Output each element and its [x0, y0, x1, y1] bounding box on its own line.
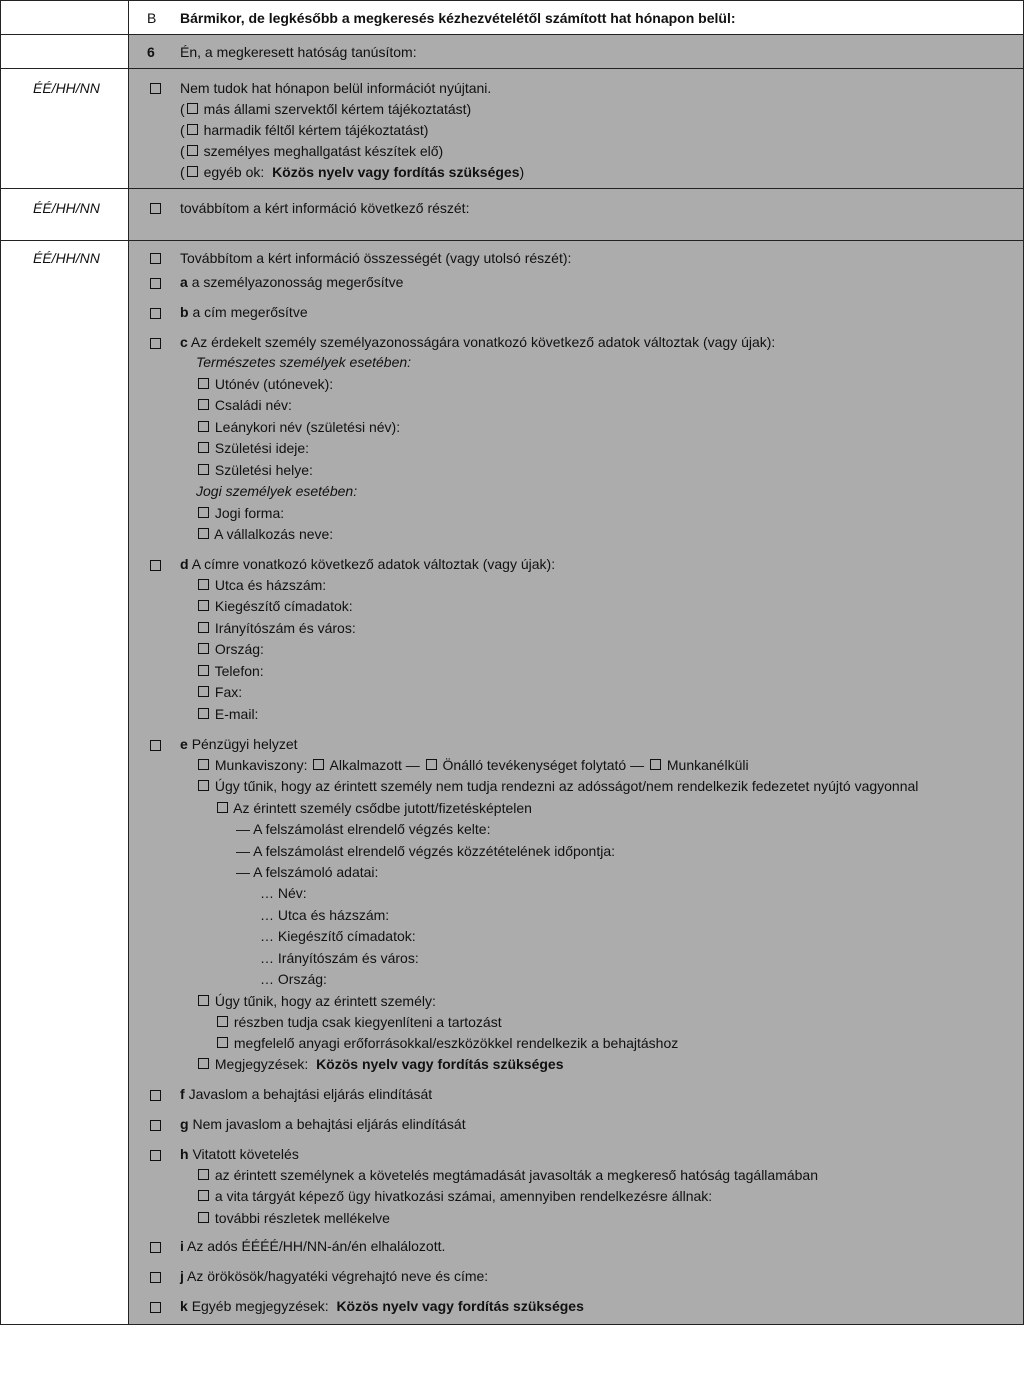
item-c-checkbox[interactable] [150, 338, 161, 349]
item-e: e Pénzügyi helyzet [180, 736, 298, 752]
full-info-checkbox[interactable] [150, 253, 161, 264]
seems-option: megfelelő anyagi erőforrásokkal/eszközökkel rendelkezik a behajtáshoz [215, 1035, 678, 1051]
liquidator-field: … Irányítószám és város: [260, 950, 419, 966]
address-field: Kiegészítő címadatok: [196, 598, 353, 614]
date-cell [1, 35, 129, 69]
section-letter: B [147, 10, 157, 26]
liquidator-field: … Ország: [260, 971, 327, 987]
dispute-option: a vita tárgyát képező ügy hivatkozási számai, amennyiben rendelkezésre állnak: [196, 1188, 712, 1204]
item-b-checkbox[interactable] [150, 308, 161, 319]
section-title: Bármikor, de legkésőbb a megkeresés kézhezvételétől számított hat hónapon belül: [180, 10, 736, 26]
reason-checkbox[interactable] [187, 166, 198, 177]
employment-checkbox[interactable] [198, 759, 209, 770]
field-checkbox[interactable] [198, 579, 209, 590]
reason-third-party: ( harmadik féltől kértem tájékoztatást) [180, 122, 429, 138]
item-number: 6 [147, 44, 155, 60]
address-field: Ország: [196, 641, 264, 657]
dispute-option: további részletek mellékelve [196, 1210, 390, 1226]
date-placeholder: ÉÉ/HH/NN [33, 250, 100, 266]
date-cell [1, 189, 129, 241]
item-h: h Vitatott követelés [180, 1146, 299, 1162]
resources-checkbox[interactable] [217, 1037, 228, 1048]
seems-option: részben tudja csak kiegyenlíteni a tartozást [215, 1014, 502, 1030]
date-cell [1, 241, 129, 1324]
remarks-checkbox[interactable] [198, 1058, 209, 1069]
item-g-checkbox[interactable] [150, 1120, 161, 1131]
address-field: Irányítószám és város: [196, 620, 356, 636]
natural-field: Leánykori név (születési név): [196, 419, 400, 435]
reason-hearing: ( személyes meghallgatást készítek elő) [180, 143, 444, 159]
field-checkbox[interactable] [198, 378, 209, 389]
item-j-checkbox[interactable] [150, 1272, 161, 1283]
self-employed-checkbox[interactable] [426, 759, 437, 770]
natural-field: Családi név: [196, 397, 292, 413]
item-d: d A címre vonatkozó következő adatok változtak (vagy újak): [180, 556, 556, 572]
item-a: a a személyazonosság megerősítve [180, 274, 404, 290]
section-b-row [0, 0, 1024, 35]
date-cell [1, 69, 129, 189]
legal-field: A vállalkozás neve: [196, 526, 333, 542]
field-checkbox[interactable] [198, 686, 209, 697]
liquidator-field: … Utca és házszám: [260, 907, 390, 923]
item-a-checkbox[interactable] [150, 278, 161, 289]
item-e-checkbox[interactable] [150, 740, 161, 751]
item-g: g Nem javaslom a behajtási eljárás elindítását [180, 1116, 466, 1132]
legal-field: Jogi forma: [196, 505, 284, 521]
natural-field: Utónév (utónevek): [196, 376, 333, 392]
date-cell [1, 1, 129, 35]
unemployed-checkbox[interactable] [650, 759, 661, 770]
item-k: k Egyéb megjegyzések: Közös nyelv vagy fordítás szükséges [180, 1298, 584, 1314]
partial-pay-checkbox[interactable] [217, 1016, 228, 1027]
field-checkbox[interactable] [198, 442, 209, 453]
cannot-pay-checkbox[interactable] [198, 780, 209, 791]
field-checkbox[interactable] [198, 600, 209, 611]
liquidation-field: — A felszámolást elrendelő végzés közzétételének időpontja: [236, 843, 616, 859]
natural-persons-heading: Természetes személyek esetében: [196, 354, 412, 370]
address-field: Telefon: [196, 663, 264, 679]
no-info-text: Nem tudok hat hónapon belül információt nyújtani. [180, 80, 492, 96]
remarks-line: Megjegyzések: Közös nyelv vagy fordítás szükséges [196, 1056, 564, 1072]
natural-field: Születési ideje: [196, 440, 309, 456]
no-info-checkbox[interactable] [150, 83, 161, 94]
field-checkbox[interactable] [198, 421, 209, 432]
field-checkbox[interactable] [198, 528, 209, 539]
item-h-checkbox[interactable] [150, 1150, 161, 1161]
item-f-checkbox[interactable] [150, 1090, 161, 1101]
field-checkbox[interactable] [198, 665, 209, 676]
address-field: Utca és házszám: [196, 577, 326, 593]
cannot-pay-line: Úgy tűnik, hogy az érintett személy nem tudja rendezni az adósságot/nem rendelkezik fedezetet nyújtó vagyonnal [196, 778, 918, 794]
partial-info-row [0, 188, 1024, 241]
item-i: i Az adós ÉÉÉÉ/HH/NN-án/én elhalálozott. [180, 1238, 446, 1254]
employment-line: Munkaviszony: Alkalmazott — Önálló tevékenységet folytató — Munkanélküli [196, 757, 749, 773]
item-c: c Az érdekelt személy személyazonosságára vonatkozó következő adatok változtak (vagy újak): [180, 334, 776, 350]
full-info-row [0, 240, 1024, 1325]
dispute-option: az érintett személynek a követelés megtámadását javasolták a megkereső hatóság tagállamában [196, 1167, 818, 1183]
reason-other-authorities: ( más állami szervektől kértem tájékoztatást) [180, 101, 472, 117]
item-f: f Javaslom a behajtási eljárás elindítását [180, 1086, 433, 1102]
content-cell [129, 241, 1023, 1324]
item-j: j Az örökösök/hagyatéki végrehajtó neve és címe: [180, 1268, 489, 1284]
field-checkbox[interactable] [198, 507, 209, 518]
natural-field: Születési helye: [196, 462, 313, 478]
item-d-checkbox[interactable] [150, 560, 161, 571]
no-info-row [0, 68, 1024, 189]
address-field: E-mail: [196, 706, 258, 722]
liquidator-field: … Név: [260, 885, 307, 901]
legal-persons-heading: Jogi személyek esetében: [196, 483, 358, 499]
seems-checkbox[interactable] [198, 995, 209, 1006]
item-6-row [0, 34, 1024, 69]
content-cell [129, 1, 1023, 35]
field-checkbox[interactable] [198, 643, 209, 654]
dispute-checkbox[interactable] [198, 1212, 209, 1223]
dispute-checkbox[interactable] [198, 1169, 209, 1180]
dispute-checkbox[interactable] [198, 1190, 209, 1201]
liquidation-field: — A felszámoló adatai: [236, 864, 379, 880]
address-field: Fax: [196, 684, 242, 700]
field-checkbox[interactable] [198, 622, 209, 633]
item-b: b a cím megerősítve [180, 304, 308, 320]
reason-other: ( egyéb ok: Közös nyelv vagy fordítás szükséges) [180, 164, 525, 180]
content-cell [129, 69, 1023, 189]
reason-checkbox[interactable] [187, 124, 198, 135]
field-checkbox[interactable] [198, 399, 209, 410]
liquidation-field: — A felszámolást elrendelő végzés kelte: [236, 821, 491, 837]
bankrupt-line: Az érintett személy csődbe jutott/fizetésképtelen [215, 800, 532, 816]
content-cell [129, 35, 1023, 69]
partial-checkbox[interactable] [150, 203, 161, 214]
date-placeholder: ÉÉ/HH/NN [33, 80, 100, 96]
item-k-checkbox[interactable] [150, 1302, 161, 1313]
liquidator-field: … Kiegészítő címadatok: [260, 928, 416, 944]
reason-checkbox[interactable] [187, 145, 198, 156]
employee-checkbox[interactable] [313, 759, 324, 770]
partial-text: továbbítom a kért információ következő részét: [180, 200, 470, 216]
item-i-checkbox[interactable] [150, 1242, 161, 1253]
date-placeholder: ÉÉ/HH/NN [33, 200, 100, 216]
seems-line: Úgy tűnik, hogy az érintett személy: [196, 993, 436, 1009]
bankrupt-checkbox[interactable] [217, 802, 228, 813]
full-info-text: Továbbítom a kért információ összességét (vagy utolsó részét): [180, 250, 572, 266]
field-checkbox[interactable] [198, 464, 209, 475]
reason-checkbox[interactable] [187, 103, 198, 114]
content-cell [129, 189, 1023, 241]
certify-text: Én, a megkeresett hatóság tanúsítom: [180, 44, 417, 60]
field-checkbox[interactable] [198, 708, 209, 719]
